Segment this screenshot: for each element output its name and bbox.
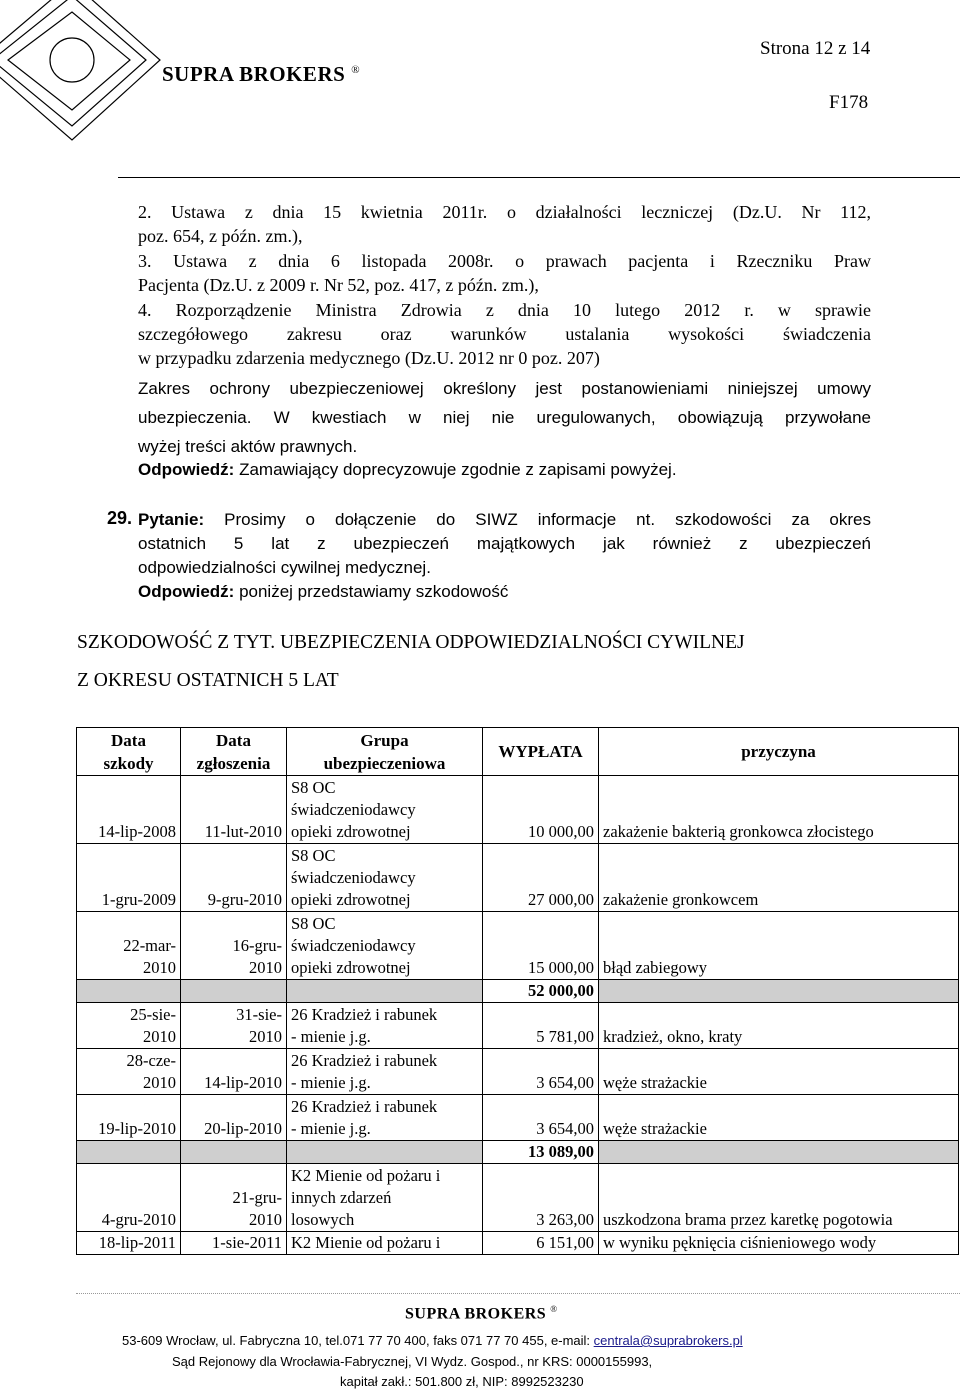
cell-payment: 5 781,00 (483, 1003, 599, 1049)
logo-center-circle (50, 38, 94, 82)
cell-cause: zakażenie bakterią gronkowca złocistego (599, 776, 959, 844)
cell-date-report-line: 9-gru-2010 (207, 890, 282, 909)
question-label: Pytanie: (138, 510, 205, 529)
cell-insurance-group-line: K2 Mienie od pożaru i (291, 1166, 441, 1185)
col-date-report: Data zgłoszenia (181, 728, 287, 776)
law-item-line: szczegółowego zakresu oraz warunków ustalania wysokości świadczenia (138, 324, 871, 344)
cell-date-damage-line: 1-gru-2009 (101, 890, 176, 909)
subtotal-empty-cell (599, 980, 959, 1003)
subtotal-empty-cell (181, 1141, 287, 1164)
col-cause: przyczyna (599, 728, 959, 776)
header-divider (118, 177, 960, 178)
cell-date-damage-line: 14-lip-2008 (98, 822, 176, 841)
cell-date-damage-line: 2010 (143, 1073, 176, 1092)
law-item-2 (138, 200, 871, 248)
question-line: odpowiedzialności cywilnej medycznej. (138, 558, 431, 577)
subtotal-empty-cell (77, 980, 181, 1003)
subtotal-empty-cell (599, 1141, 959, 1164)
cell-date-damage (77, 776, 181, 844)
footer-court-registration: Sąd Rejonowy dla Wrocławia-Fabrycznej, VI Wydz. Gospod., nr KRS: 0000155993, (172, 1354, 653, 1369)
subtotal-empty-cell (181, 980, 287, 1003)
cell-date-damage-line: 4-gru-2010 (101, 1210, 176, 1229)
cell-date-damage (77, 1232, 181, 1255)
scope-line: wyżej treści aktów prawnych. (138, 437, 358, 456)
cell-insurance-group-line: losowych (291, 1210, 355, 1229)
cell-insurance-group (287, 776, 483, 844)
cell-payment: 3 263,00 (483, 1164, 599, 1232)
claims-history-table (76, 727, 959, 1255)
cell-insurance-group-line: opieki zdrowotnej (291, 822, 411, 841)
subtotal-amount: 52 000,00 (483, 980, 599, 1003)
cell-insurance-group-line: S8 OC (291, 914, 336, 933)
question-line: ostatnich 5 lat z ubezpieczeń majątkowych jak również z ubezpieczeń (138, 534, 871, 553)
cell-insurance-group-line: świadczeniodawcy (291, 800, 416, 819)
cell-insurance-group (287, 912, 483, 980)
cell-date-report (181, 1164, 287, 1232)
cell-insurance-group (287, 1164, 483, 1232)
cell-date-report (181, 844, 287, 912)
cell-date-damage (77, 1003, 181, 1049)
footer-address: 53-609 Wrocław, ul. Fabryczna 10, tel.071 77 70 400, faks 071 77 70 455, e-mail: centrala@suprabrokers.pl (122, 1333, 743, 1348)
cell-date-report (181, 1232, 287, 1255)
cell-insurance-group-line: S8 OC (291, 778, 336, 797)
subtotal-empty-cell (287, 980, 483, 1003)
cell-insurance-group-line: świadczeniodawcy (291, 868, 416, 887)
logo-inner-diamond (8, 12, 130, 110)
cell-cause: w wyniku pęknięcia ciśnieniowego wody (599, 1232, 959, 1255)
cell-payment: 6 151,00 (483, 1232, 599, 1255)
cell-payment: 15 000,00 (483, 912, 599, 980)
scope-line: ubezpieczenia. W kwestiach w niej nie uregulowanych, obowiązują przywołane (138, 408, 871, 427)
cell-date-report-line: 21-gru- (232, 1188, 282, 1207)
cell-date-report-line: 31-sie- (236, 1005, 282, 1024)
cell-cause: kradzież, okno, kraty (599, 1003, 959, 1049)
cell-date-report (181, 1095, 287, 1141)
cell-date-damage (77, 1095, 181, 1141)
cell-cause: węże strażackie (599, 1049, 959, 1095)
header-brand: SUPRA BROKERS ® (162, 62, 361, 86)
cell-cause: uszkodzona brama przez karetkę pogotowia (599, 1164, 959, 1232)
answer-28 (138, 460, 677, 480)
table-row (77, 1164, 959, 1232)
cell-date-report-line: 2010 (249, 958, 282, 977)
cell-date-report-line: 14-lip-2010 (204, 1073, 282, 1092)
cell-date-damage (77, 912, 181, 980)
cell-date-report (181, 1049, 287, 1095)
question-text: Prosimy o dołączenie do SIWZ informacje nt. szkodowości za okres (224, 510, 871, 529)
cell-date-damage-line: 2010 (143, 1027, 176, 1046)
cell-date-report (181, 776, 287, 844)
cell-date-damage (77, 844, 181, 912)
section-subtitle: Z OKRESU OSTATNICH 5 LAT (77, 670, 339, 691)
cell-insurance-group (287, 844, 483, 912)
answer-label: Odpowiedź: (138, 460, 235, 479)
logo-middle-diamond (0, 0, 146, 126)
law-item-line: 4. Rozporządzenie Ministra Zdrowia z dnia 10 lutego 2012 r. w sprawie (138, 300, 871, 320)
scope-paragraph (138, 374, 871, 461)
question-answer (138, 580, 871, 604)
cell-date-report-line: 2010 (249, 1210, 282, 1229)
table-row (77, 1003, 959, 1049)
cell-insurance-group (287, 1003, 483, 1049)
cell-date-damage-line: 28-cze- (126, 1051, 176, 1070)
question-29 (138, 508, 871, 604)
cell-date-damage-line: 22-mar- (123, 936, 176, 955)
footer-divider (76, 1293, 960, 1294)
table-row (77, 776, 959, 844)
cell-payment: 3 654,00 (483, 1049, 599, 1095)
cell-date-report-line: 16-gru- (232, 936, 282, 955)
cell-payment: 27 000,00 (483, 844, 599, 912)
cell-insurance-group-line: opieki zdrowotnej (291, 958, 411, 977)
question-number: 29. (107, 508, 133, 528)
cell-payment: 3 654,00 (483, 1095, 599, 1141)
cell-insurance-group-line: S8 OC (291, 846, 336, 865)
document-code: F178 (829, 92, 869, 113)
question-line (138, 508, 871, 532)
footer-brand: SUPRA BROKERS ® (405, 1304, 558, 1323)
col-payment: WYPŁATA (483, 728, 599, 776)
cell-date-report-line: 11-lut-2010 (204, 822, 282, 841)
cell-date-damage-line: 25-sie- (130, 1005, 176, 1024)
law-item-line: poz. 654, z późn. zm.), (138, 226, 303, 246)
cell-date-report-line: 1-sie-2011 (212, 1233, 282, 1252)
cell-insurance-group (287, 1095, 483, 1141)
cell-payment: 10 000,00 (483, 776, 599, 844)
cell-insurance-group (287, 1049, 483, 1095)
law-item-4 (138, 298, 871, 370)
cell-date-report-line: 2010 (249, 1027, 282, 1046)
cell-date-damage (77, 1049, 181, 1095)
cell-insurance-group-line: 26 Kradzież i rabunek (291, 1005, 438, 1024)
cell-cause: zakażenie gronkowcem (599, 844, 959, 912)
subtotal-row (77, 1141, 959, 1164)
col-date-damage: Data szkody (77, 728, 181, 776)
section-title: SZKODOWOŚĆ Z TYT. UBEZPIECZENIA ODPOWIEDZIALNOŚCI CYWILNEJ (77, 632, 745, 653)
answer-label: Odpowiedź: (138, 582, 235, 601)
cell-insurance-group-line: świadczeniodawcy (291, 936, 416, 955)
cell-insurance-group-line: innych zdarzeń (291, 1188, 392, 1207)
cell-insurance-group-line: 26 Kradzież i rabunek (291, 1051, 438, 1070)
cell-insurance-group-line: - mienie j.g. (291, 1073, 371, 1092)
cell-insurance-group-line: K2 Mienie od pożaru i (291, 1233, 441, 1252)
cell-insurance-group (287, 1232, 483, 1255)
subtotal-empty-cell (77, 1141, 181, 1164)
law-item-3 (138, 249, 871, 297)
table-row (77, 844, 959, 912)
cell-cause: błąd zabiegowy (599, 912, 959, 980)
scope-line: Zakres ochrony ubezpieczeniowej określony jest postanowieniami niniejszej umowy (138, 379, 871, 398)
cell-date-damage-line: 18-lip-2011 (98, 1233, 176, 1252)
cell-date-report (181, 1003, 287, 1049)
law-item-line: w przypadku zdarzenia medycznego (Dz.U. 2012 nr 0 poz. 207) (138, 348, 600, 368)
law-item-line: Pacjenta (Dz.U. z 2009 r. Nr 52, poz. 417, z późn. zm.), (138, 275, 539, 295)
subtotal-empty-cell (287, 1141, 483, 1164)
cell-insurance-group-line: opieki zdrowotnej (291, 890, 411, 909)
cell-date-damage (77, 1164, 181, 1232)
subtotal-row (77, 980, 959, 1003)
cell-date-damage-line: 19-lip-2010 (98, 1119, 176, 1138)
answer-text: Zamawiający doprecyzowuje zgodnie z zapisami powyżej. (239, 460, 677, 479)
law-item-line: 2. Ustawa z dnia 15 kwietnia 2011r. o działalności leczniczej (Dz.U. Nr 112, (138, 202, 871, 222)
cell-date-report (181, 912, 287, 980)
subtotal-amount: 13 089,00 (483, 1141, 599, 1164)
cell-insurance-group-line: - mienie j.g. (291, 1027, 371, 1046)
cell-insurance-group-line: 26 Kradzież i rabunek (291, 1097, 438, 1116)
table-row (77, 1095, 959, 1141)
supra-brokers-logo (0, 0, 175, 180)
cell-cause: węże strażackie (599, 1095, 959, 1141)
law-item-line: 3. Ustawa z dnia 6 listopada 2008r. o prawach pacjenta i Rzeczniku Praw (138, 251, 871, 271)
cell-insurance-group-line: - mienie j.g. (291, 1119, 371, 1138)
cell-date-report-line: 20-lip-2010 (204, 1119, 282, 1138)
table-header-row (77, 728, 959, 776)
page-number: Strona 12 z 14 (760, 38, 871, 59)
col-insurance-group: Grupa ubezpieczeniowa (287, 728, 483, 776)
footer-capital: kapitał zakł.: 501.800 zł, NIP: 8992523230 (340, 1374, 584, 1389)
table-row (77, 1232, 959, 1255)
table-row (77, 912, 959, 980)
cell-date-damage-line: 2010 (143, 958, 176, 977)
answer-text: poniżej przedstawiamy szkodowość (239, 582, 509, 601)
table-row (77, 1049, 959, 1095)
footer-email-link[interactable]: centrala@suprabrokers.pl (593, 1333, 743, 1348)
